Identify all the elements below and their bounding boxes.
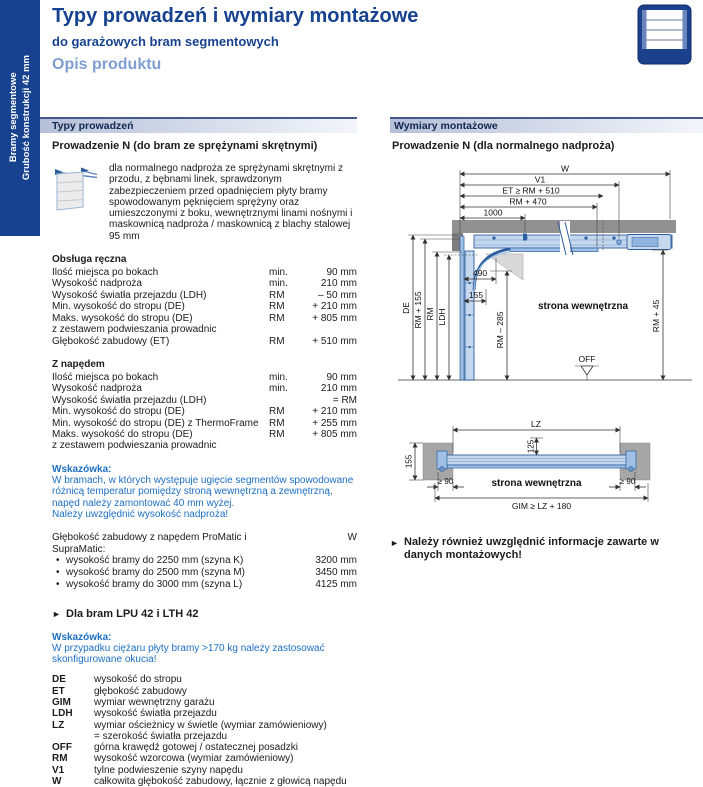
manual-table-title: Obsługa ręczna <box>52 254 127 266</box>
spec-row: Ilość miejsca po bokach min. 90 mm <box>52 371 357 383</box>
dim-label-ge90-left: ≥ 90 <box>437 477 454 486</box>
lpu-lth-note: ► Dla bram LPU 42 i LTH 42 <box>52 608 357 620</box>
page-title: Typy prowadzeń i wymiary montażowe <box>52 5 419 27</box>
powered-table-title: Z napędem <box>52 358 105 370</box>
mounting-data-note: ► Należy również uwzględnić informacje zawarte w danych montażowych! <box>390 536 689 562</box>
spec-row: Wysokość nadproża min. 210 mm <box>52 383 357 395</box>
spec-row: Wysokość światła przejazdu (LDH) RM – 50 mm <box>52 289 357 301</box>
track-n-description: dla normalnego nadproża ze sprężynami skrętnymi z przodu, z bębnami linek, sprawdzonym zabezpieczeniem przed opadnięciem płyty bramy spowodowanym pęknięciem sprężyny oraz umieszczonymi z boku, wewnętrznymi linami nośnymi i maskownicą nadproża / maskownicą z blachy stalowej 95 mm <box>109 163 353 242</box>
inside-label: strona wewnętrzna <box>537 301 629 312</box>
list-item: • wysokość bramy do 3000 mm (szyna L) 4125 mm <box>52 579 357 591</box>
legend-row: W całkowita głębokość zabudowy, łącznie z głowicą napędu <box>52 776 347 787</box>
chapter-title: Opis produktu <box>52 56 162 73</box>
dim-label-de: DE <box>401 302 411 314</box>
note-text-3: W przypadku ciężaru płyty bramy >170 kg należy zastosować skonfigurowane okucia! <box>52 642 325 665</box>
legend-row: OFF górna krawędź gotowej / ostatecznej posadzki <box>52 742 299 754</box>
legend-row: ET głębokość zabudowy <box>52 685 187 697</box>
sectional-door-icon <box>637 4 692 66</box>
vertical-category-text <box>7 55 33 180</box>
spec-row: Wysokość światła przejazdu (LDH) = RM <box>52 394 357 406</box>
dim-label-ldh: LDH <box>437 308 447 326</box>
spec-row: z zestawem podwieszania prowadnic <box>52 440 217 452</box>
dim-label-rm155: RM + 155 <box>413 291 423 329</box>
spec-row: Maks. wysokość do stropu (DE) RM + 805 mm <box>52 428 357 440</box>
spec-row: Ilość miejsca po bokach min. 90 mm <box>52 267 357 279</box>
category-line-2: Grubość konstrukcji 42 mm <box>21 55 32 181</box>
spec-row: Min. wysokość do stropu (DE) RM + 210 mm <box>52 301 357 313</box>
legend-row: LDH wysokość światła przejazdu <box>52 708 217 720</box>
depth-list <box>52 555 357 590</box>
side-view-diagram <box>390 158 703 410</box>
spec-row: Min. wysokość do stropu (DE) z ThermoFrame RM + 255 mm <box>52 417 357 429</box>
spec-row: Głębokość zabudowy (ET) RM + 510 mm <box>52 335 357 347</box>
dim-label-125: 125 <box>526 439 536 454</box>
dim-label-gim: GIM ≥ LZ + 180 <box>511 501 572 511</box>
vertical-category-bar <box>0 0 40 236</box>
legend-row: LZ wymiar ościeżnicy w świetle (wymiar zamówieniowy) = szerokość światła przejazdu <box>52 719 327 742</box>
note-text: W bramach, w których występuje ugięcie segmentów spowodowane różnicą temperatur pomiędzy stroną wewnętrzną a zewnętrzną, napęd należy zamontować 40 mm wyżej. <box>52 474 354 509</box>
list-item: • wysokość bramy do 2500 mm (szyna M) 3450 mm <box>52 567 357 579</box>
dim-label-rm285: RM – 285 <box>495 311 505 349</box>
depth-heading-row <box>52 532 357 555</box>
depth-heading: Głębokość zabudowy z napędem ProMatic i SupraMatic: <box>52 532 247 555</box>
abbreviation-legend <box>52 674 357 787</box>
dim-label-w: W <box>560 163 570 174</box>
page-subtitle: do garażowych bram segmentowych <box>52 34 279 49</box>
note-text-2: Należy uwzględnić wysokość nadproża! <box>52 508 229 520</box>
track-n-heading: Prowadzenie N (do bram ze sprężynami skrętnymi) <box>52 140 318 152</box>
depth-heading-value: W <box>347 532 357 544</box>
spec-row: Maks. wysokość do stropu (DE) RM + 805 mm <box>52 312 357 324</box>
legend-row: V1 tylne podwieszenie szyny napędu <box>52 764 243 776</box>
dim-label-rm: RM <box>425 307 435 321</box>
note-title-2: Wskazówka: <box>52 631 112 643</box>
dim-label-490: 490 <box>472 268 488 278</box>
note-title: Wskazówka: <box>52 463 112 475</box>
legend-row: GIM wymiar wewnętrzny garażu <box>52 697 215 708</box>
dim-label-rm45: RM + 45 <box>651 299 661 333</box>
track-type-n-icon <box>52 163 98 211</box>
dim-label-155: 155 <box>468 290 484 300</box>
dim-label-lz: LZ <box>531 419 541 429</box>
left-column <box>40 117 357 787</box>
legend-row: RM wysokość wzorcowa (wymiar zamówieniowy) <box>52 753 294 765</box>
dim-label-155-plan: 155 <box>404 454 414 469</box>
dim-label-1000: 1000 <box>483 207 503 218</box>
spec-row: z zestawem podwieszania prowadnic <box>52 324 217 336</box>
off-label: OFF <box>578 354 596 364</box>
dim-label-rm470: RM + 470 <box>509 196 547 207</box>
category-line-1: Bramy segmentowe <box>8 73 19 163</box>
right-column <box>390 117 703 562</box>
spec-row: Wysokość nadproża min. 210 mm <box>52 278 357 290</box>
section-bar-track-types: Typy prowadzeń <box>40 117 357 133</box>
mounting-heading: Prowadzenie N (dla normalnego nadproża) <box>392 140 615 152</box>
dim-label-v1: V1 <box>534 174 546 185</box>
plan-view-diagram <box>390 410 703 528</box>
section-bar-mounting-dimensions: Wymiary montażowe <box>390 117 703 133</box>
inside-label-plan: strona wewnętrzna <box>491 478 582 489</box>
dim-label-ge90-right: ≥ 90 <box>619 477 636 486</box>
dim-label-et: ET ≥ RM + 510 <box>502 185 560 196</box>
manual-spec-table <box>52 267 357 347</box>
legend-row: DE wysokość do stropu <box>52 674 182 686</box>
spec-row: Min. wysokość do stropu (DE) RM + 210 mm <box>52 406 357 418</box>
list-item: • wysokość bramy do 2250 mm (szyna K) 3200 mm <box>52 555 357 567</box>
powered-spec-table <box>52 372 357 452</box>
